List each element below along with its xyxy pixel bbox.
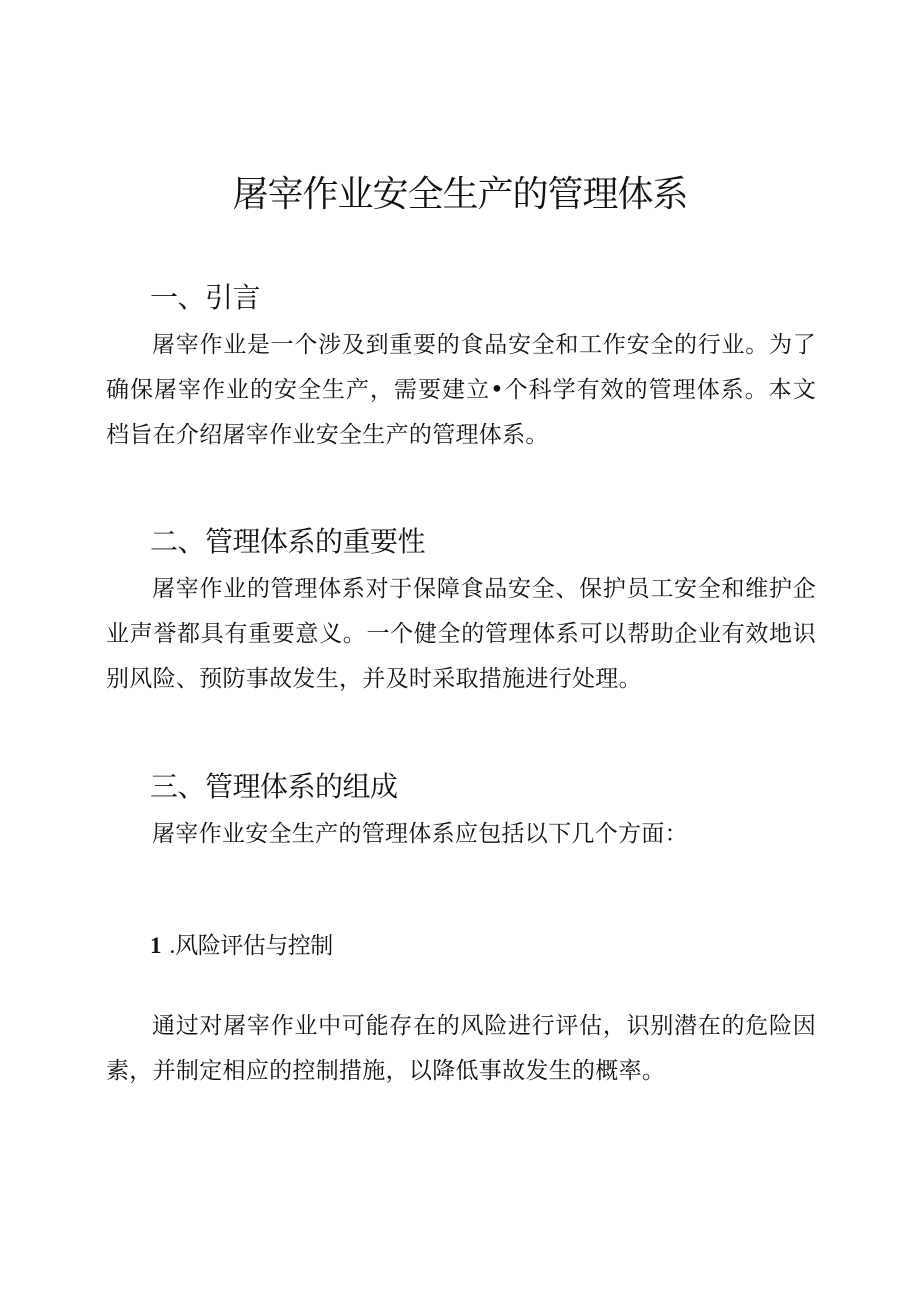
- subsection-number: 1: [150, 933, 162, 958]
- section-paragraph-introduction: 屠宰作业是一个涉及到重要的食品安全和工作安全的行业。为了确保屠宰作业的安全生产，需要建立•个科学有效的管理体系。本文档旨在介绍屠宰作业安全生产的管理体系。: [106, 332, 816, 448]
- section-paragraph-composition: 屠宰作业安全生产的管理体系应包括以下几个方面：: [152, 821, 688, 847]
- section-heading-importance: 二、管理体系的重要性: [150, 525, 426, 558]
- section-heading-introduction: 一、引言: [150, 281, 261, 314]
- subsection-title: 风险评估与控制: [175, 933, 333, 959]
- document-title: 屠宰作业安全生产的管理体系: [232, 174, 688, 215]
- subsection-paragraph-risk-assessment: 通过对屠宰作业中可能存在的风险进行评估，识别潜在的危险因素，并制定相应的控制措施，以降低事故发生的概率。: [106, 1013, 816, 1084]
- section-paragraph-importance: 屠宰作业的管理体系对于保障食品安全、保护员工安全和维护企业声誉都具有重要意义。一个健全的管理体系可以帮助企业有效地识别风险、预防事故发生，并及时采取措施进行处理。: [106, 576, 816, 692]
- section-heading-composition: 三、管理体系的组成: [150, 770, 398, 803]
- subsection-heading-risk-assessment: [150, 928, 333, 964]
- subsection-separator: .: [169, 933, 176, 958]
